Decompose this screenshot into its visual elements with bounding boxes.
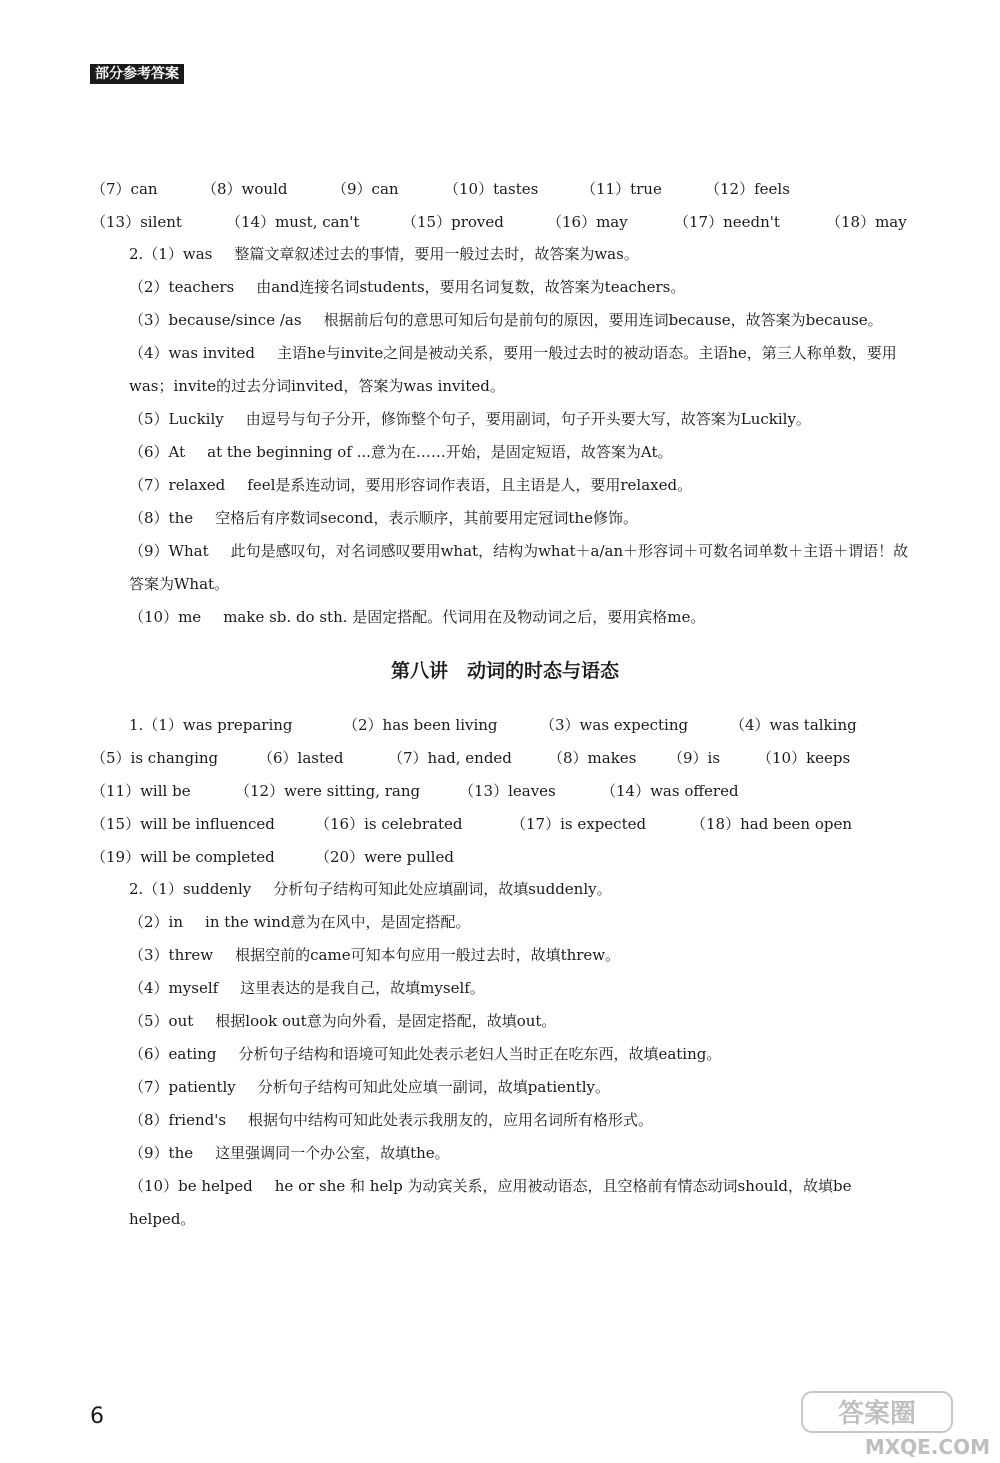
explanation-text: feel是系连动词，要用形容词作表语，且主语是人，要用relaxed。 <box>247 476 693 494</box>
answer: （5）is changing <box>91 749 219 767</box>
answer: （17）needn't <box>674 213 780 231</box>
answers-row <box>91 205 919 238</box>
answer: （14）must, can't <box>226 213 360 231</box>
answer: （3）was expecting <box>540 716 689 734</box>
answers-row <box>91 774 919 807</box>
answer: （6）eating <box>129 1045 217 1063</box>
answer: （8）makes <box>548 749 637 767</box>
explanation-text: make sb. do sth. 是固定搭配。代词用在及物动词之后，要用宾格me。 <box>223 608 706 626</box>
explanation-text: 分析句子结构可知此处应填副词，故填suddenly。 <box>273 880 612 898</box>
answer: （8）friend's <box>129 1111 227 1129</box>
answer: （13）leaves <box>459 782 556 800</box>
explanation <box>91 1071 919 1104</box>
answer: （5）Luckily <box>129 410 224 428</box>
answers-row <box>91 840 919 873</box>
answers-row <box>91 741 919 774</box>
explanation <box>91 238 919 271</box>
answer: （9）is <box>668 749 721 767</box>
answer: （16）may <box>547 213 628 231</box>
explanation-text: 根据句中结构可知此处表示我朋友的，应用名词所有格形式。 <box>248 1111 654 1129</box>
explanation-text: 由逗号与句子分开，修饰整个句子，要用副词，句子开头要大写，故答案为Luckily。 <box>245 410 811 428</box>
page-number: 6 <box>90 1404 104 1429</box>
explanation-text: 分析句子结构和语境可知此处表示老妇人当时正在吃东西，故填eating。 <box>238 1045 722 1063</box>
watermark-logo <box>800 1390 995 1460</box>
answer: （7）patiently <box>129 1078 236 1096</box>
explanation-text: he or she 和 help 为动宾关系，应用被动语态，且空格前有情态动词should，故填be helped。 <box>129 1177 852 1228</box>
page-content <box>91 172 919 1236</box>
answer: （14）was offered <box>601 782 739 800</box>
explanation-text: 根据空前的came可知本句应用一般过去时，故填threw。 <box>235 946 621 964</box>
answer: （2）teachers <box>129 278 235 296</box>
explanation <box>91 535 919 601</box>
answer: （17）is expected <box>511 815 647 833</box>
answer: （15）will be influenced <box>91 815 275 833</box>
answer: （8）the <box>129 509 194 527</box>
answer: （12）feels <box>705 180 790 198</box>
explanation <box>91 906 919 939</box>
answers-row <box>91 708 919 741</box>
answers-row <box>91 807 919 840</box>
watermark-top: 答案圈 <box>837 1399 917 1429</box>
answer: （9）the <box>129 1144 194 1162</box>
explanation <box>91 1005 919 1038</box>
answers-row <box>91 172 919 205</box>
answer: （18）may <box>826 213 907 231</box>
explanation <box>91 873 919 906</box>
section-heading: 第八讲 动词的时态与语态 <box>390 660 619 682</box>
answer: 1.（1）was preparing <box>129 716 293 734</box>
explanation-text: at the beginning of ...意为在……开始，是固定短语，故答案为At。 <box>207 443 673 461</box>
explanation-text: 空格后有序数词second，表示顺序，其前要用定冠词the修饰。 <box>215 509 638 527</box>
answer: （8）would <box>202 180 288 198</box>
answer: （7）relaxed <box>129 476 226 494</box>
answer: （2）has been living <box>343 716 498 734</box>
answer: （5）out <box>129 1012 194 1030</box>
explanation-text: 主语he与invite之间是被动关系，要用一般过去时的被动语态。主语he，第三人称单数，要用was；invite的过去分词invited，答案为was invited。 <box>129 344 897 395</box>
answer: （4）myself <box>129 979 219 997</box>
explanation-text: 根据look out意为向外看，是固定搭配，故填out。 <box>215 1012 557 1030</box>
explanation <box>91 1104 919 1137</box>
explanation <box>91 972 919 1005</box>
explanation <box>91 1137 919 1170</box>
explanation <box>91 601 919 634</box>
answer: 2.（1）was <box>129 245 213 263</box>
answer: （15）proved <box>402 213 504 231</box>
explanation-text: 此句是感叹句，对名词感叹要用what，结构为what＋a/an＋形容词＋可数名词单数＋主语＋谓语！故答案为What。 <box>129 542 909 593</box>
explanation-text: in the wind意为在风中，是固定搭配。 <box>205 913 471 931</box>
explanation <box>91 939 919 972</box>
explanation-text: 整篇文章叙述过去的事情，要用一般过去时，故答案为was。 <box>234 245 639 263</box>
answer: （16）is celebrated <box>315 815 463 833</box>
answer: （20）were pulled <box>315 848 454 866</box>
explanation <box>91 403 919 436</box>
answer: （4）was talking <box>730 716 857 734</box>
answer: （6）lasted <box>258 749 344 767</box>
explanation-text: 这里表达的是我自己，故填myself。 <box>240 979 485 997</box>
explanation <box>91 436 919 469</box>
answer: （19）will be completed <box>91 848 275 866</box>
answer: （10）keeps <box>757 749 851 767</box>
explanation-text: 这里强调同一个办公室，故填the。 <box>215 1144 450 1162</box>
answer: （9）What <box>129 542 209 560</box>
answer: （2）in <box>129 913 184 931</box>
watermark-bottom: MXQE.COM <box>864 1435 990 1459</box>
explanation <box>91 337 919 403</box>
answer: （12）were sitting, rang <box>235 782 421 800</box>
explanation <box>91 271 919 304</box>
answer: （4）was invited <box>129 344 256 362</box>
explanation <box>91 502 919 535</box>
answer: （7）can <box>91 180 158 198</box>
explanation-text: 分析句子结构可知此处应填一副词，故填patiently。 <box>257 1078 610 1096</box>
explanation <box>91 469 919 502</box>
answer: （10）be helped <box>129 1177 253 1195</box>
answer: 2.（1）suddenly <box>129 880 252 898</box>
answer: （18）had been open <box>691 815 853 833</box>
answer: （13）silent <box>91 213 182 231</box>
answer: （3）because/since /as <box>129 311 302 329</box>
answer: （10）tastes <box>444 180 539 198</box>
answer: （11）will be <box>91 782 191 800</box>
answer: （6）At <box>129 443 186 461</box>
answer: （10）me <box>129 608 202 626</box>
answer: （11）true <box>581 180 662 198</box>
explanation <box>91 304 919 337</box>
answer: （7）had, ended <box>388 749 512 767</box>
section-tag: 部分参考答案 <box>90 64 184 84</box>
answer: （3）threw <box>129 946 214 964</box>
explanation-text: 根据前后句的意思可知后句是前句的原因，要用连词because，故答案为because。 <box>323 311 883 329</box>
answer: （9）can <box>332 180 399 198</box>
explanation-text: 由and连接名词students，要用名词复数，故答案为teachers。 <box>256 278 686 296</box>
explanation <box>91 1170 919 1236</box>
explanation <box>91 1038 919 1071</box>
